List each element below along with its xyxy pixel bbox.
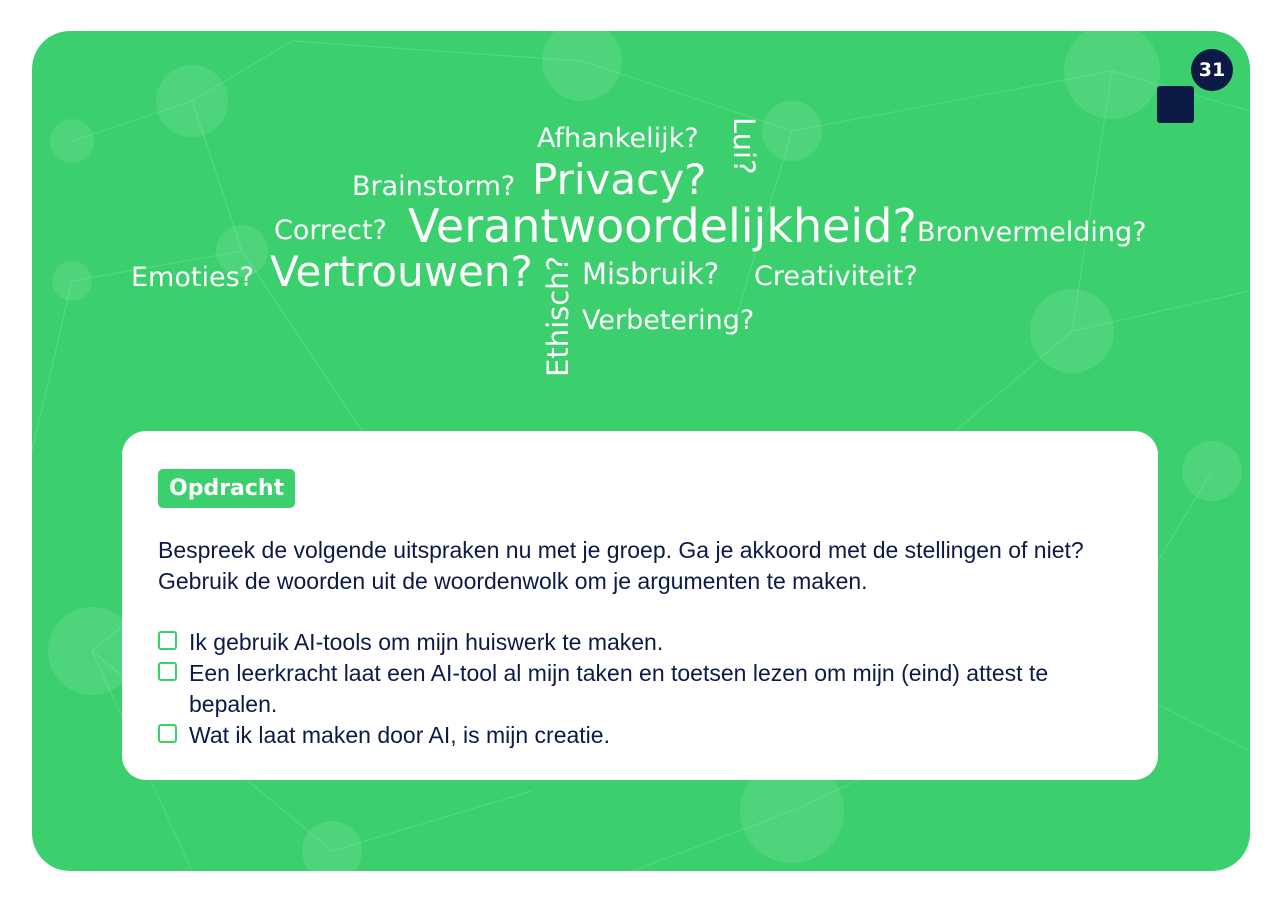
- statement-text: Wat ik laat maken door AI, is mijn creatie.: [189, 722, 610, 748]
- page-number-badge: [1157, 49, 1237, 129]
- badge-square-shape: [1157, 86, 1194, 123]
- statement-item: [158, 720, 1118, 751]
- word-privacy: Privacy?: [532, 155, 707, 204]
- assignment-panel: [122, 431, 1158, 780]
- word-afhankelijk: Afhankelijk?: [537, 123, 699, 154]
- word-vertrouwen: Vertrouwen?: [270, 247, 533, 296]
- word-correct: Correct?: [274, 215, 387, 246]
- statement-item: [158, 627, 1118, 658]
- assignment-intro: Bespreek de volgende uitspraken nu met je groep. Ga je akkoord met de stellingen of niet? Gebruik de woorden uit de woordenwolk om je argumenten te maken.: [158, 537, 1084, 594]
- word-emoties: Emoties?: [131, 262, 254, 293]
- statement-checkbox[interactable]: [158, 724, 177, 743]
- statement-text: Een leerkracht laat een AI-tool al mijn taken en toetsen lezen om mijn (eind) attest te bepalen.: [189, 660, 1049, 717]
- assignment-tag: Opdracht: [158, 469, 295, 508]
- statement-checkbox[interactable]: [158, 662, 177, 681]
- word-misbruik: Misbruik?: [582, 257, 720, 291]
- word-bronvermelding: Bronvermelding?: [917, 217, 1147, 248]
- word-creativiteit: Creativiteit?: [754, 261, 918, 292]
- word-verantwoordelijkheid: Verantwoordelijkheid?: [408, 199, 917, 253]
- statement-text: Ik gebruik AI-tools om mijn huiswerk te maken.: [189, 629, 664, 655]
- page-card: [32, 31, 1250, 871]
- word-brainstorm: Brainstorm?: [352, 171, 516, 202]
- page-number: 31: [1191, 49, 1233, 91]
- word-lui: Lui?: [727, 117, 761, 175]
- statement-item: [158, 658, 1118, 720]
- statement-checkbox[interactable]: [158, 631, 177, 650]
- word-verbetering: Verbetering?: [582, 305, 755, 336]
- word-ethisch: Ethisch?: [541, 256, 575, 377]
- statement-checklist: [158, 627, 1118, 751]
